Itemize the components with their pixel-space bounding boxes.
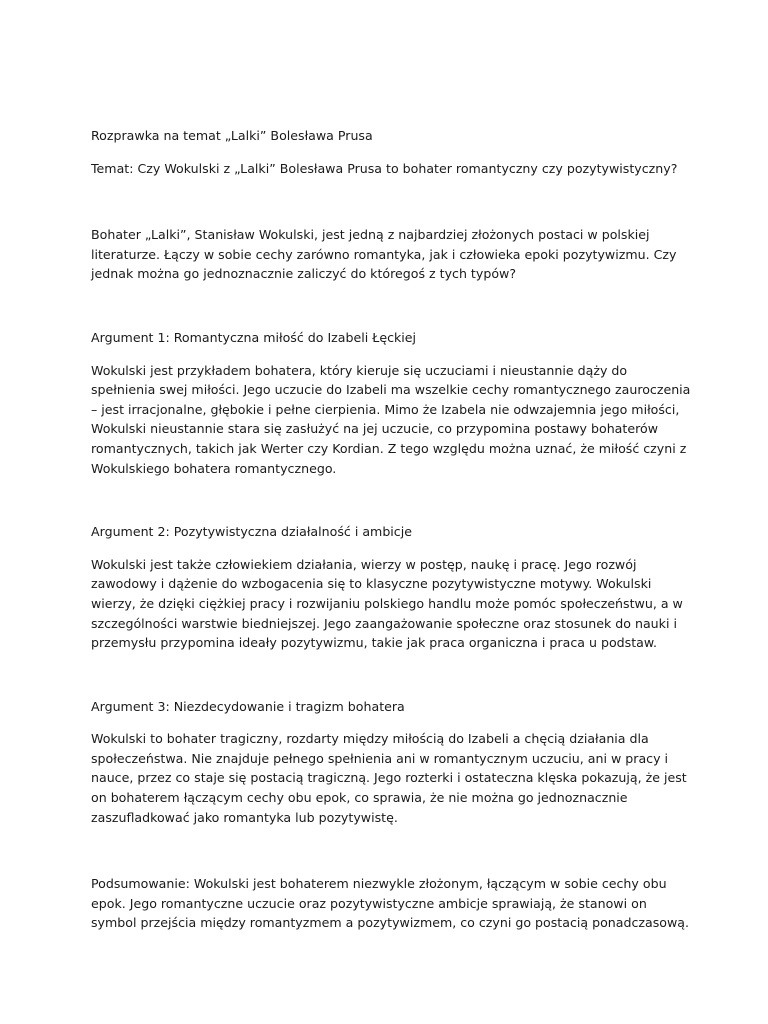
argument-2-body: Wokulski jest także człowiekiem działania, wierzy w postęp, naukę i pracę. Jego rozwój zawodowy i dążenie do wzbogacenia się to klasyczne pozytywistyczne motywy. Wokulski wierzy, że dzięki ciężkiej pracy i rozwijaniu polskiego handlu może pomóc społeczeństwu, a w szczególności warstwie biedniejszej. Jego zaangażowanie społeczne oraz stosunek do nauki i przemysłu przypomina ideały pozytywizmu, takie jak praca organiczna i praca u podstaw. [91,556,683,651]
essay-topic: Temat: Czy Wokulski z „Lalki” Bolesława Prusa to bohater romantyczny czy pozytywistyczny? [91,160,678,176]
argument-3-body: Wokulski to bohater tragiczny, rozdarty między miłością do Izabeli a chęcią działania dla społeczeństwa. Nie znajduje pełnego spełnienia ani w romantycznym uczuciu, ani w pracy i nauce, przez co staje się postacią tragiczną. Jego rozterki i ostateczna klęska pokazują, że jest on bohaterem łączącym cechy obu epok, co sprawia, że nie można go jednoznacznie zaszufladkować jako romantyka lub pozytywistę. [91,731,687,825]
document-title: Rozprawka na temat „Lalki” Bolesława Prusa [91,128,373,143]
document-page [91,126,691,933]
argument-3-heading: Argument 3: Niezdecydowanie i tragizm bohatera [91,698,405,714]
argument-1-heading: Argument 1: Romantyczna miłość do Izabeli Łęckiej [91,329,417,345]
argument-2-heading: Argument 2: Pozytywistyczna działalność i ambicje [91,524,412,540]
argument-1-body: Wokulski jest przykładem bohatera, który kieruje się uczuciami i nieustannie dąży do spełnienia swej miłości. Jego uczucie do Izabeli ma wszelkie cechy romantycznego zauroczenia – jest irracjonalne, głębokie i pełne cierpienia. Mimo że Izabela nie odwzajemnia jego miłości, Wokulski nieustannie stara się zasłużyć na jej uczucie, co przypomina postawy bohaterów romantycznych, takich jak Werter czy Kordian. Z tego względu można uznać, że miłość czyni z Wokulskiego bohatera romantycznego. [91,362,691,476]
summary-paragraph: Podsumowanie: Wokulski jest bohaterem niezwykle złożonym, łączącym w sobie cechy obu epok. Jego romantyczne uczucie oraz pozytywistyczne ambicje sprawiają, że stanowi on symbol przejścia między romantyzmem a pozytywizmem, co czyni go postacią ponadczasową. [91,876,690,931]
intro-paragraph: Bohater „Lalki”, Stanisław Wokulski, jest jedną z najbardziej złożonych postaci w polskiej literaturze. Łączy w sobie cechy zarówno romantyka, jak i człowieka epoki pozytywizmu. Czy jednak można go jednoznacznie zaliczyć do któregoś z tych typów? [91,227,677,282]
